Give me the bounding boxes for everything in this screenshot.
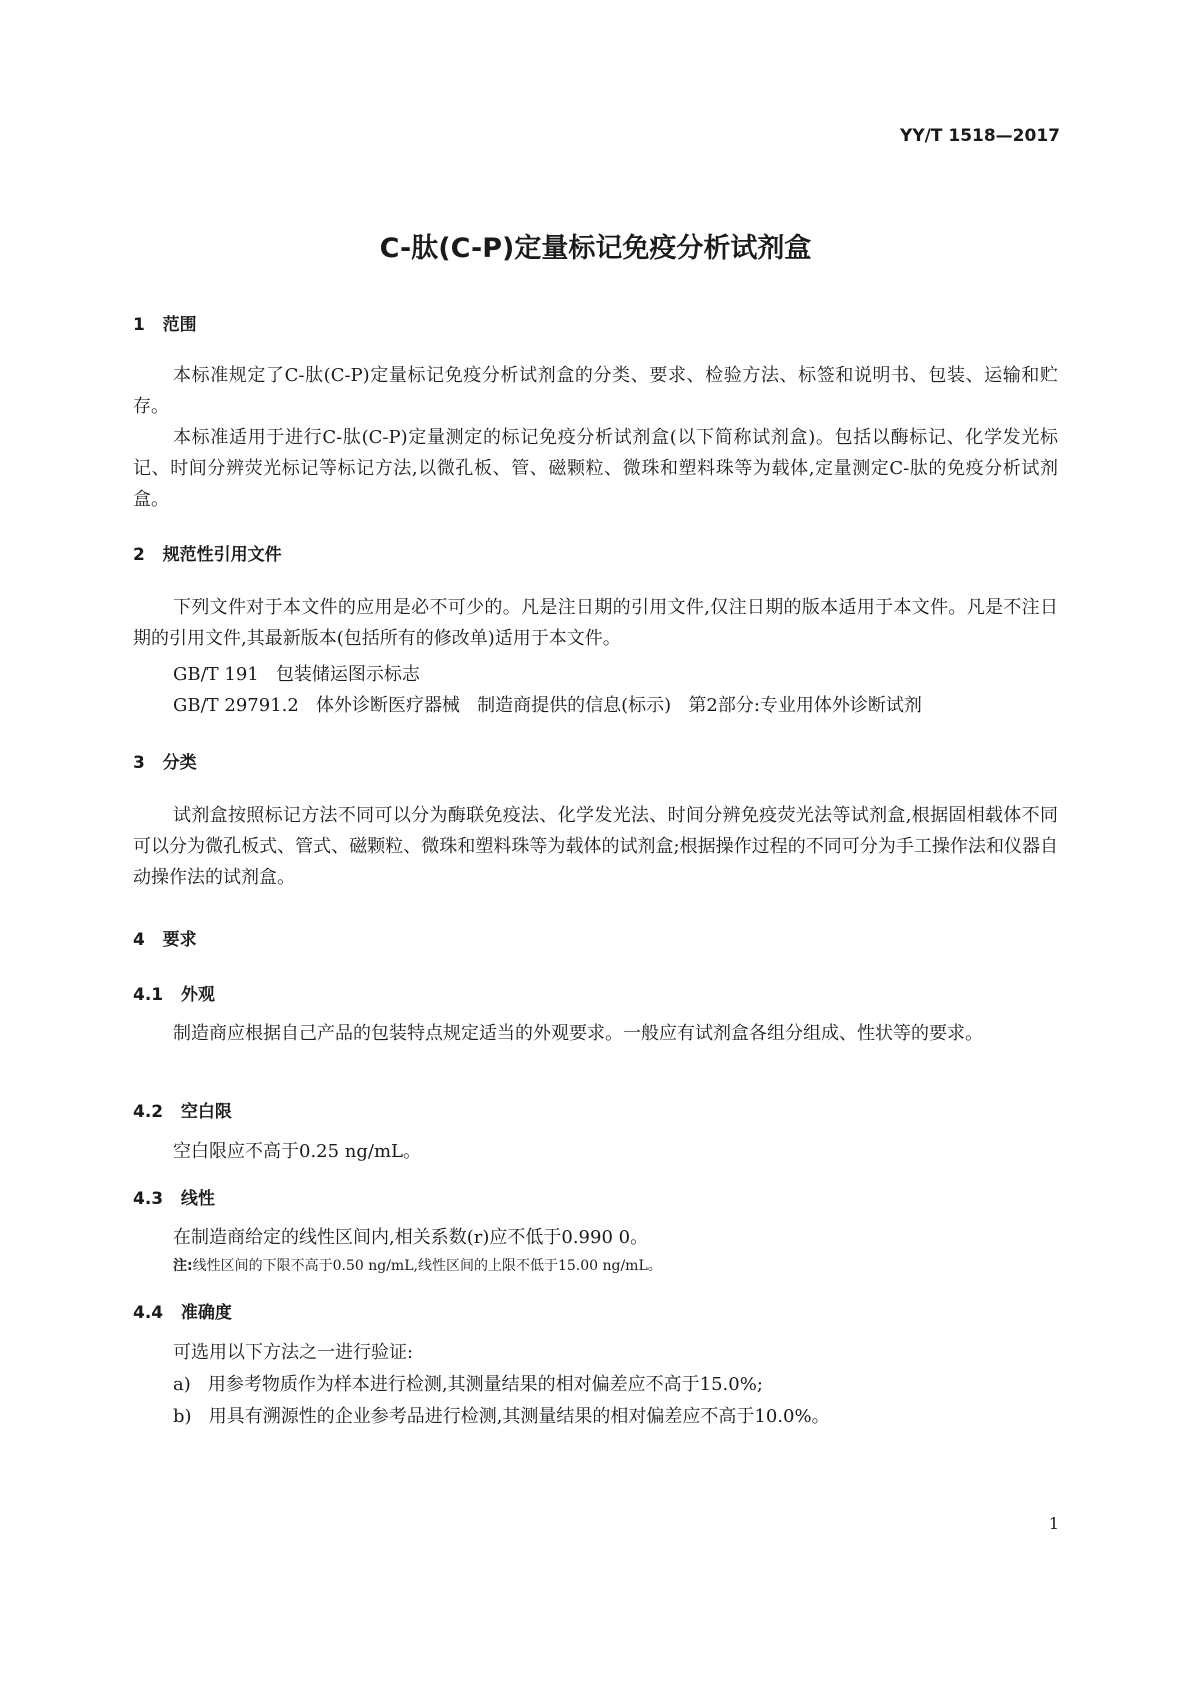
section-3-heading: 3 分类	[133, 753, 197, 773]
section-4-1-heading: 4.1 外观	[133, 985, 215, 1005]
section-4-3-note	[173, 1255, 662, 1275]
section-4-3-paragraph: 在制造商给定的线性区间内,相关系数(r)应不低于0.990 0。	[173, 1227, 649, 1248]
section-4-4-item-a: a) 用参考物质作为样本进行检测,其测量结果的相对偏差应不高于15.0%;	[173, 1374, 763, 1395]
section-4-4-heading: 4.4 准确度	[133, 1303, 232, 1323]
note-text: 线性区间的下限不高于0.50 ng/mL,线性区间的上限不低于15.00 ng/mL。	[192, 1258, 662, 1274]
section-4-1-paragraph: 制造商应根据自己产品的包装特点规定适当的外观要求。一般应有试剂盒各组分组成、性状等的要求。	[173, 1023, 983, 1044]
section-2-heading: 2 规范性引用文件	[133, 545, 282, 565]
reference-gbt-29791-2: GB/T 29791.2 体外诊断医疗器械 制造商提供的信息(标示) 第2部分:专业用体外诊断试剂	[173, 695, 922, 716]
section-1-paragraph-1: 本标准规定了C-肽(C-P)定量标记免疫分析试剂盒的分类、要求、检验方法、标签和说明书、包装、运输和贮存。	[133, 365, 1058, 417]
note-label: 注:	[173, 1258, 193, 1274]
section-4-2-heading: 4.2 空白限	[133, 1102, 232, 1122]
section-4-4-item-b: b) 用具有溯源性的企业参考品进行检测,其测量结果的相对偏差应不高于10.0%。	[173, 1406, 830, 1427]
section-1-heading: 1 范围	[133, 315, 197, 335]
standard-number: YY/T 1518—2017	[900, 126, 1060, 146]
section-3-paragraph-1: 试剂盒按照标记方法不同可以分为酶联免疫法、化学发光法、时间分辨免疫荧光法等试剂盒,根据固相载体不同可以分为微孔板式、管式、磁颗粒、微珠和塑料珠等为载体的试剂盒;根据操作过程的不同可分为手工操作法和仪器自动操作法的试剂盒。	[133, 805, 1058, 888]
reference-gbt-191: GB/T 191 包装储运图示标志	[173, 664, 420, 685]
section-4-3-heading: 4.3 线性	[133, 1189, 215, 1209]
page-number: 1	[1048, 1514, 1059, 1533]
section-1-paragraph-2: 本标准适用于进行C-肽(C-P)定量测定的标记免疫分析试剂盒(以下简称试剂盒)。包括以酶标记、化学发光标记、时间分辨荧光标记等标记方法,以微孔板、管、磁颗粒、微珠和塑料珠等为载体,定量测定C-肽的免疫分析试剂盒。	[133, 427, 1058, 510]
section-4-4-paragraph: 可选用以下方法之一进行验证:	[173, 1342, 414, 1363]
section-2-paragraph-1: 下列文件对于本文件的应用是必不可少的。凡是注日期的引用文件,仅注日期的版本适用于本文件。凡是不注日期的引用文件,其最新版本(包括所有的修改单)适用于本文件。	[133, 597, 1058, 649]
section-4-2-paragraph: 空白限应不高于0.25 ng/mL。	[173, 1141, 422, 1162]
section-4-heading: 4 要求	[133, 930, 197, 950]
document-title: C-肽(C-P)定量标记免疫分析试剂盒	[379, 233, 812, 264]
